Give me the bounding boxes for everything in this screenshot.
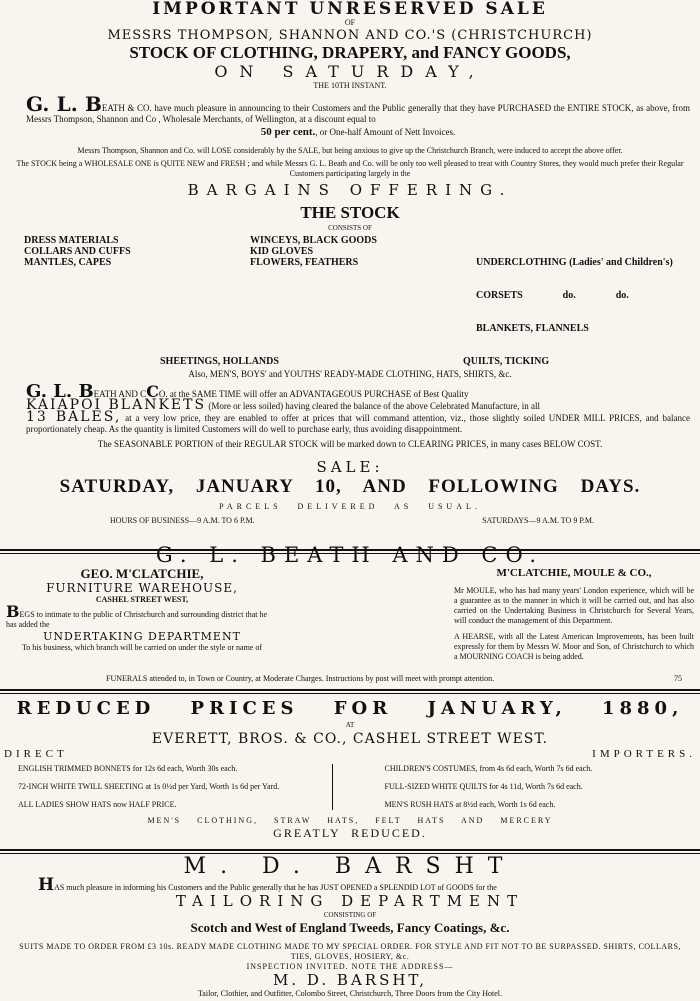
suits-line: SUITS MADE TO ORDER FROM £3 10s. READY MADE CLOTHING MADE TO MY SPECIAL ORDER. FOR STYLE AND FIT NOT TO BE SURPASSED. SHIRTS, COLLARS, TIES, GLOVES, HOSIERY, &c.	[19, 942, 681, 961]
of-line: OF	[344, 18, 356, 27]
direct-label: DIRECT	[4, 748, 68, 760]
headline-sale: IMPORTANT UNRESERVED SALE	[152, 0, 548, 19]
everett-firm: EVERETT, BROS. & CO., CASHEL STREET WEST.	[151, 731, 549, 747]
stock-col-3	[456, 235, 682, 356]
kaiapoi-heading: KAIAPOI BLANKETS	[26, 397, 207, 413]
stock-list	[24, 235, 682, 356]
list-item: BLANKETS, FLANNELS	[476, 323, 589, 334]
importers-label: IMPORTERS.	[592, 748, 696, 760]
list-item: CORSETS do. do.	[476, 290, 629, 301]
direct-importers-line	[4, 748, 696, 760]
list-item: UNDERCLOTHING (Ladies' and Children's)	[476, 257, 673, 268]
headline-date: THE 10TH INSTANT.	[313, 81, 387, 90]
list-item: FLOWERS, FEATHERS	[250, 257, 359, 268]
paragraph-blankets: G. L. BEATH AND CCO. at the SAME TIME will offer an ADVANTAGEOUS PURCHASE of Best Quality KAIAPOI BLANKETS (More or less soiled) having cleared the balance of the above Celebrated Manufacture, in all 13 BALES, at a very low price, they are enabled to offer at prices that will command attention, viz., those slightly soiled UNDER MILL PRICES, and balance proportionately cheap. As the quantity is limited Customers will do well to purchase early, thus avoiding disappointment.	[26, 381, 690, 434]
paragraph-wholesale: The STOCK being a WHOLESALE ONE is QUITE NEW and FRESH ; and while Messrs G. L. Beath and Co. will be only too well pleased to treat with Country Stores, they would much prefer their Regular Customers participating largely in the	[16, 159, 684, 178]
list-item: CHILDREN'S COSTUMES, from 4s 6d each, Worth 7s 6d each.	[384, 764, 593, 773]
headline-saturday: ON SATURDAY,	[214, 62, 486, 81]
funerals-line: FUNERALS attended to, in Town or Country, at Moderate Charges. Instructions by post will meet with prompt attention.	[106, 674, 495, 683]
sale-date-heading: SATURDAY, JANUARY 10, AND FOLLOWING DAYS.	[59, 476, 641, 497]
drop-initial: G. L. B	[26, 381, 94, 402]
list-item: DRESS MATERIALS	[24, 235, 119, 246]
list-item: KID GLOVES	[250, 246, 314, 257]
bales-tail: at a very low price, they are enabled to offer at prices that will command attention, viz., those slightly soiled UNDER MILL PRICES, and balance proportionately cheap. As the quantity is limited Customers will do well to purchase early, thus avoiding disappointment.	[26, 413, 690, 434]
price-col-left	[18, 764, 332, 810]
drop-initial: G. L. B	[26, 92, 102, 116]
paragraph-text: AS much pleasure in informing his Customers and the Public generally that he has JUST OPENED a SPLENDID LOT of GOODS for the	[54, 883, 497, 892]
stock-list-last	[24, 356, 682, 367]
hours-line	[110, 516, 594, 526]
hours-weekday: HOURS OF BUSINESS—9 A.M. TO 6 P.M.	[110, 516, 255, 525]
bales-heading: 13 BALES,	[26, 409, 122, 425]
mens-line: MEN'S CLOTHING, STRAW HATS, FELT HATS AND MERCERY	[147, 816, 553, 825]
right-paragraph-2: A HEARSE, with all the Latest American Improvements, has been built expressly for them by Messrs W. Moor and Son, of Christchurch to which a MOURNING COACH is being added.	[454, 632, 694, 661]
paragraph-text: EATH & CO. have much pleasure in announcing to their Customers and the Public generally that they have PURCHASED the ENTIRE STOCK, as above, from Messrs Thompson, Shannon and Co , Wholesale Merchants, of Wellington, at a discount equal to	[26, 103, 691, 124]
reduced-heading: REDUCED PRICES FOR JANUARY, 1880,	[16, 698, 684, 719]
stock-col-1	[24, 235, 230, 356]
consisting-of: CONSISTING OF	[323, 911, 377, 919]
list-item: 72-INCH WHITE TWILL SHEETING at 1s 0½d per Yard, Worth 1s 6d per Yard.	[18, 782, 280, 791]
also-line: Also, MEN'S, BOYS' and YOUTHS' READY-MADE CLOTHING, HATS, SHIRTS, &c.	[188, 369, 512, 379]
consists-of: CONSISTS OF	[328, 224, 372, 232]
price-col-right	[332, 764, 691, 810]
list-item: QUILTS, TICKING	[463, 356, 550, 367]
headline-stock: STOCK OF CLOTHING, DRAPERY, and FANCY GOODS,	[129, 43, 571, 62]
paragraph-text: EGS to intimate to the public of Christchurch and surrounding district that he has added the	[6, 610, 268, 629]
list-item: ENGLISH TRIMMED BONNETS for 12s 6d each, Worth 30s each.	[18, 764, 238, 773]
left-paragraph-2: To his business, which branch will be carried on under the style or name of	[21, 643, 263, 652]
firm-signature: G. L. BEATH AND CO.	[155, 543, 545, 567]
scotch-line: Scotch and West of England Tweeds, Fancy Coatings, &c.	[190, 920, 510, 935]
list-item: WINCEYS, BLACK GOODS	[250, 235, 377, 246]
paragraph-purchase	[26, 92, 691, 138]
drop-initial: H	[38, 875, 55, 895]
small-caps-text: EATH AND C	[93, 389, 147, 399]
sale-heading: SALE:	[316, 458, 384, 476]
at-line: AT	[345, 721, 355, 729]
left-paragraph	[6, 602, 278, 630]
headline-firm: MESSRS THOMPSON, SHANNON AND CO.'S (CHRISTCHURCH)	[107, 28, 593, 43]
list-item: MEN'S RUSH HATS at 8½d each, Worth 1s 6d each.	[384, 800, 556, 809]
list-item: MANTLES, CAPES	[24, 257, 112, 268]
divider	[0, 549, 700, 554]
barsht-name: M. D. BARSHT,	[273, 971, 427, 989]
drop-initial: B	[6, 602, 20, 621]
bargains-heading: BARGAINS OFFERING.	[187, 181, 513, 199]
tailoring-heading: TAILORING DEPARTMENT	[175, 892, 525, 910]
parcels-line: PARCELS DELIVERED AS USUAL.	[219, 502, 481, 511]
right-column	[454, 566, 694, 662]
everett-advert	[0, 698, 700, 848]
undertaking-heading: UNDERTAKING DEPARTMENT	[43, 630, 241, 643]
mclatchie-advert	[0, 558, 700, 688]
hours-saturday: SATURDAYS—9 A.M. TO 9 P.M.	[482, 516, 594, 525]
left-address: CASHEL STREET WEST,	[95, 595, 189, 604]
paragraph-text: O. at the SAME TIME will offer an ADVANTAGEOUS PURCHASE of Best Quality	[158, 389, 469, 399]
barsht-advert	[0, 854, 700, 1001]
advert-number: 75	[674, 674, 682, 683]
list-item: COLLARS AND CUFFS	[24, 246, 131, 257]
kaiapoi-tail: (More or less soiled) having cleared the balance of the above Celebrated Manufacture, in all	[208, 401, 540, 411]
percent-text: 50 per cent.	[260, 126, 316, 138]
left-subtitle: FURNITURE WAREHOUSE,	[46, 581, 238, 595]
barsht-address: Tailor, Clothier, and Outfitter, Colombo Street, Christchurch, Three Doors from the City Hotel.	[197, 989, 503, 998]
barsht-title: M. D. BARSHT	[183, 854, 517, 879]
left-title: GEO. M'CLATCHIE,	[80, 566, 204, 581]
greatly-reduced: GREATLY REDUCED.	[273, 826, 427, 840]
list-item: SHEETINGS, HOLLANDS	[160, 356, 279, 367]
left-column	[6, 566, 278, 653]
right-paragraph: Mr MOULE, who has had many years' London experience, which will be a guarantee as to the manner in which it will be carried out, and has also carried on the Undertaking Business in Christchurch for Several Years, will conduct the management of this Department.	[454, 586, 694, 625]
percent-tail: , or One-half Amount of Nett Invoices.	[315, 127, 456, 137]
list-item: ALL LADIES SHOW HATS now HALF PRICE.	[18, 800, 177, 809]
paragraph-seasonable: The SEASONABLE PORTION of their REGULAR STOCK will be marked down to CLEARING PRICES, in many cases BELOW COST.	[97, 439, 603, 449]
divider	[0, 689, 700, 694]
stock-col-2	[230, 235, 456, 356]
list-item: FULL-SIZED WHITE QUILTS for 4s 11d, Worth 7s 6d each.	[384, 782, 583, 791]
paragraph-lose: Messrs Thompson, Shannon and Co. will LOSE considerably by the SALE, but being anxious to give up the Christchurch Branch, were induced to accept the above offer.	[77, 146, 623, 155]
inspection-line: INSPECTION INVITED. NOTE THE ADDRESS—	[246, 962, 454, 971]
stock-heading: THE STOCK	[300, 203, 400, 222]
right-title: M'CLATCHIE, MOULE & CO.,	[496, 567, 652, 579]
price-columns	[18, 764, 690, 810]
